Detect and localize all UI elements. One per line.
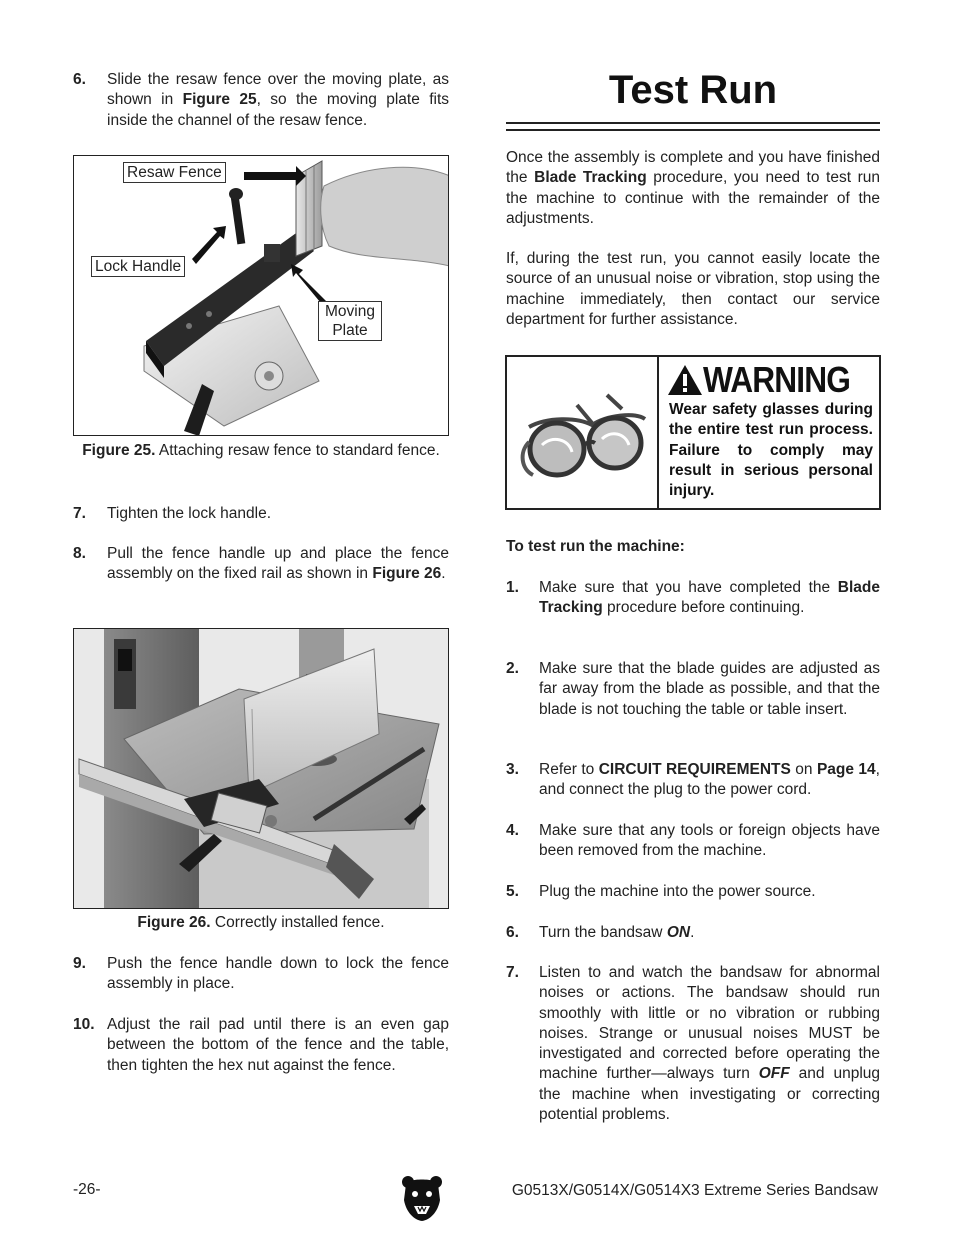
step-text: Make sure that the blade guides are adjusted as far away from the blade as possible, and that the blade is not touching the table or table insert. — [539, 660, 880, 718]
step-text: Turn the bandsaw ON. — [539, 924, 695, 941]
figure-26-photo — [73, 628, 449, 909]
step-number: 9. — [73, 955, 86, 972]
test-step-5 — [506, 882, 880, 902]
callout-lock-handle: Lock Handle — [91, 256, 185, 277]
test-step-2 — [506, 659, 880, 720]
test-step-3 — [506, 760, 880, 801]
step-number: 2. — [506, 660, 519, 677]
callout-moving-line2: Plate — [332, 322, 368, 339]
step-text: Adjust the rail pad until there is an even gap between the bottom of the fence and the table, then tighten the hex nut against the fence. — [107, 1016, 449, 1074]
resaw-fence-illustration — [74, 156, 449, 436]
title-rule — [506, 122, 880, 131]
intro-paragraph-2: If, during the test run, you cannot easily locate the source of an unusual noise or vibration, stop using the machine immediately, then contact our service department for further assistance. — [506, 250, 880, 328]
step-text: Tighten the lock handle. — [107, 505, 272, 522]
page-number: -26- — [73, 1181, 101, 1198]
warning-triangle-icon — [667, 363, 703, 397]
step-text: Push the fence handle down to lock the fence assembly in place. — [107, 955, 449, 993]
warning-box — [505, 355, 881, 510]
safety-glasses-icon — [507, 357, 657, 508]
test-step-1 — [506, 578, 880, 619]
test-step-4 — [506, 821, 880, 862]
figure-25-caption: Figure 25. Attaching resaw fence to standard fence. — [82, 442, 440, 459]
bandsaw-fence-illustration — [74, 629, 449, 909]
logo-icon — [400, 1174, 444, 1222]
step-8 — [73, 544, 449, 585]
step-number: 5. — [506, 883, 519, 900]
step-number: 6. — [506, 924, 519, 941]
figure-26-caption: Figure 26. Correctly installed fence. — [137, 914, 385, 931]
step-number: 10. — [73, 1016, 95, 1033]
step-number: 7. — [506, 964, 519, 981]
callout-moving-plate — [318, 301, 382, 341]
step-text: Listen to and watch the bandsaw for abnormal noises or actions. The bandsaw should run smoothly with little or no vibration or rubbing noises. Strange or unusual noises MUST be investigated and corrected before operating the machine further—always turn OFF and unplug the machine when investigating or correcting potential problems. — [539, 964, 881, 1124]
step-text: Pull the fence handle up and place the fence assembly on the fixed rail as shown in Figure 26. — [107, 545, 449, 583]
callout-moving-line1: Moving — [325, 303, 375, 320]
step-text: Slide the resaw fence over the moving plate, as shown in Figure 25, so the moving plate fits inside the channel of the resaw fence. — [107, 71, 450, 129]
step-9 — [73, 954, 449, 995]
warning-text: Wear safety glasses during the entire test run process. Failure to comply may result in serious personal injury. — [669, 401, 873, 500]
step-10 — [73, 1015, 449, 1076]
step-number: 1. — [506, 579, 519, 596]
warning-heading-row — [667, 361, 877, 399]
callout-resaw-fence: Resaw Fence — [123, 162, 226, 183]
procedure-heading: To test run the machine: — [506, 538, 685, 555]
step-7 — [73, 504, 449, 524]
warning-image-cell — [507, 357, 659, 508]
step-number: 7. — [73, 505, 86, 522]
footer-model: G0513X/G0514X/G0514X3 Extreme Series Bandsaw — [511, 1182, 878, 1199]
test-step-7 — [506, 963, 880, 1125]
step-number: 6. — [73, 71, 86, 88]
bear-head-logo — [400, 1174, 444, 1222]
step-text: Plug the machine into the power source. — [539, 883, 816, 900]
intro-paragraph-1: Once the assembly is complete and you have finished the Blade Tracking procedure, you need to test run the machine to continue with the remainder of the adjustments. — [506, 149, 880, 227]
step-number: 4. — [506, 822, 519, 839]
step-text: Refer to CIRCUIT REQUIREMENTS on Page 14, and connect the plug to the power cord. — [539, 761, 880, 799]
section-title: Test Run — [608, 68, 778, 112]
step-text: Make sure that you have completed the Blade Tracking procedure before continuing. — [539, 579, 880, 617]
test-step-6 — [506, 923, 880, 943]
step-text: Make sure that any tools or foreign objects have been removed from the machine. — [539, 822, 880, 860]
step-number: 3. — [506, 761, 519, 778]
figure-25-photo — [73, 155, 449, 436]
step-6 — [73, 70, 449, 131]
step-number: 8. — [73, 545, 86, 562]
warning-heading: WARNING — [703, 359, 850, 400]
